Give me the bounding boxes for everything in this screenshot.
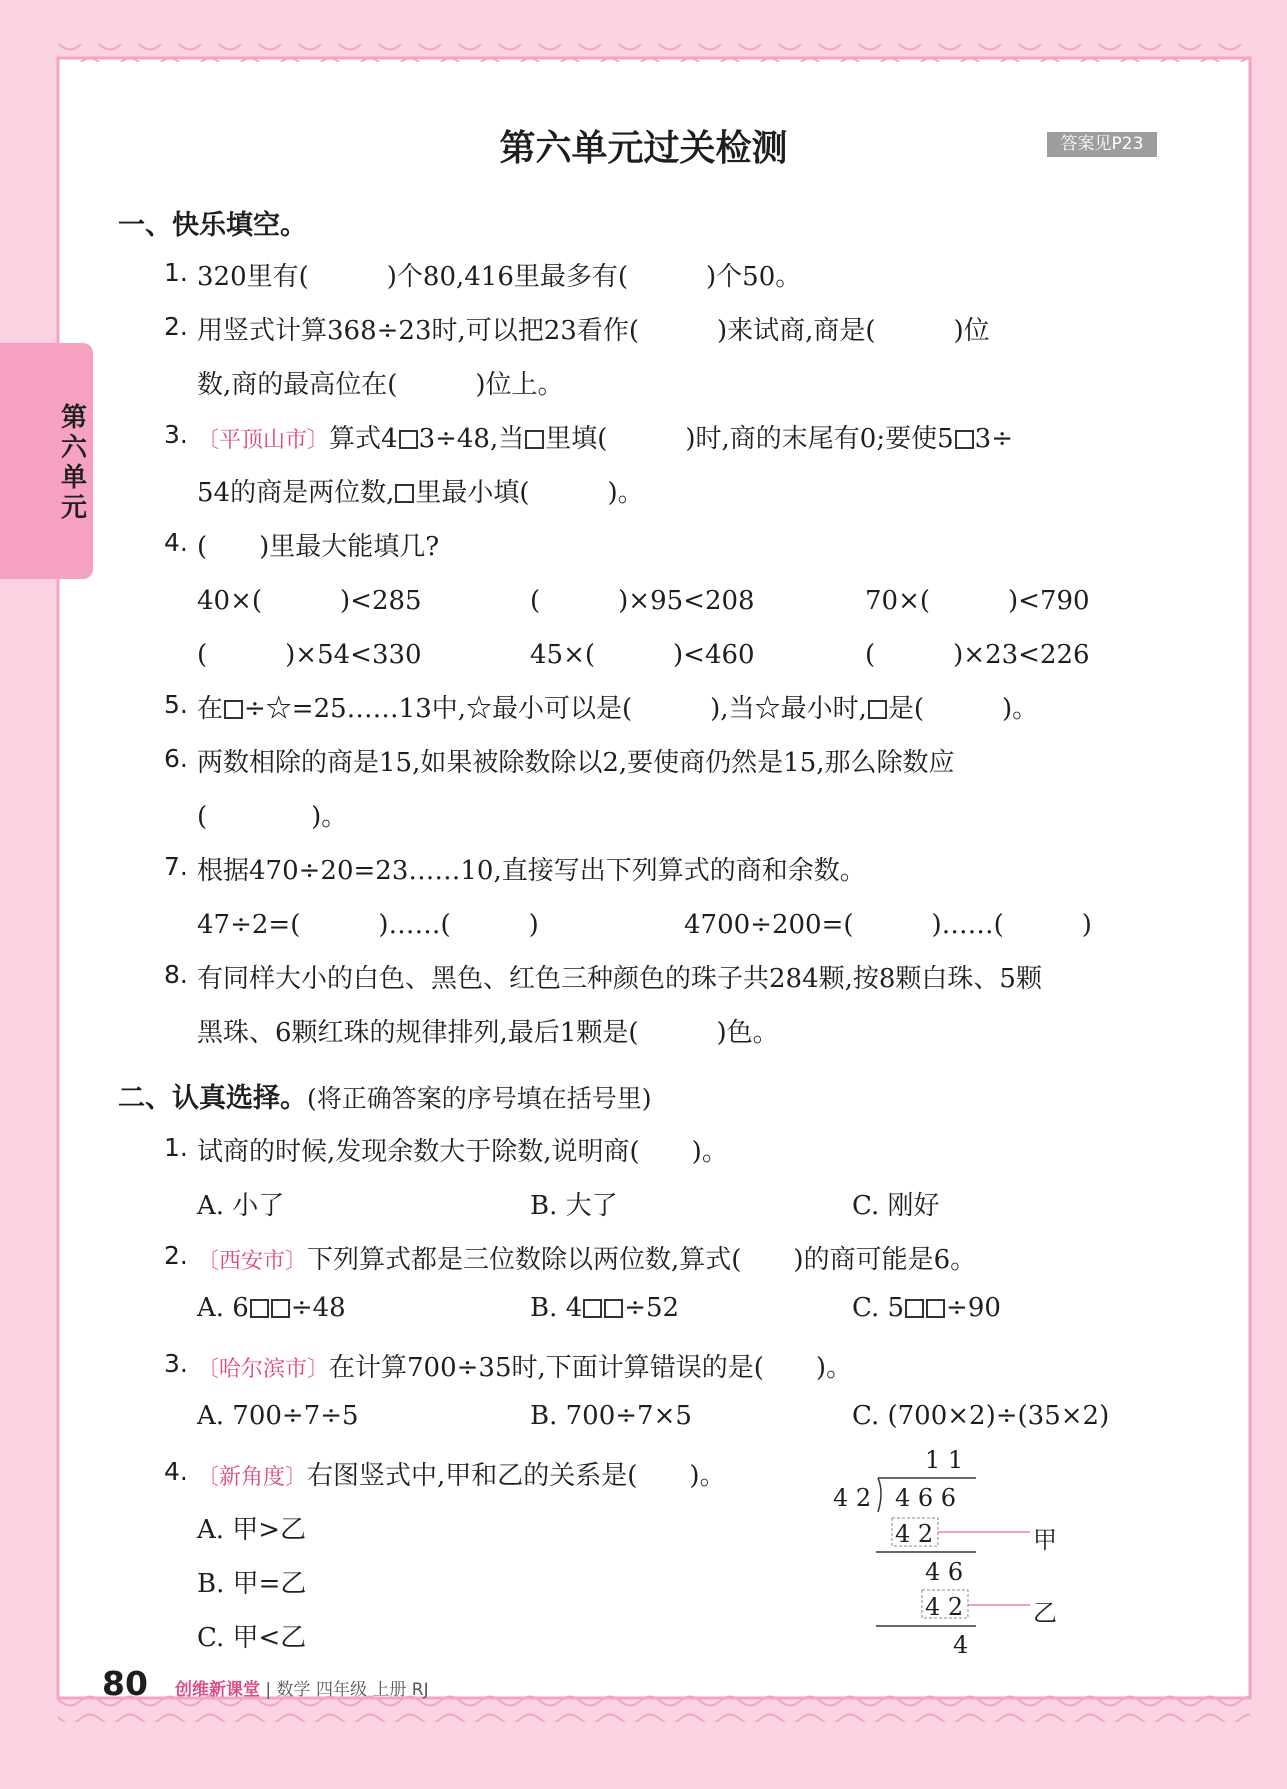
s1-q4-item: ( )×95<208 (530, 586, 755, 616)
side-tab-label: 第六单元 (60, 403, 87, 523)
s1-q1-number: 1. (164, 258, 188, 287)
s2-q1-option-c: C. 刚好 (852, 1191, 940, 1221)
s1-q5-text-c: 是( )。 (887, 694, 1039, 724)
ld-label-yi: 乙 (1033, 1599, 1057, 1627)
s2-q3-text (197, 1347, 852, 1384)
s2-q3-stem: 在计算700÷35时,下面计算错误的是( )。 (329, 1353, 853, 1383)
ld-lines (820, 1470, 1060, 1670)
option-prefix: A. 6 (197, 1293, 249, 1323)
s1-q2-line1: 用竖式计算368÷23时,可以把23看作( )来试商,商是( )位 (197, 316, 990, 346)
s2-q2-option-c (852, 1293, 1001, 1323)
s1-q8-number: 8. (164, 960, 188, 989)
s1-q6-line1: 两数相除的商是15,如果被除数除以2,要使商仍然是15,那么除数应 (197, 748, 955, 778)
ld-step1: 4 2 (895, 1520, 934, 1548)
s1-q4-item: ( )×54<330 (197, 640, 422, 670)
s1-q3-text-b: 3÷48,当 (418, 424, 525, 454)
s2-q4-option-a: A. 甲>乙 (197, 1515, 307, 1545)
s1-q7-text: 根据470÷20=23……10,直接写出下列算式的商和余数。 (197, 856, 866, 886)
option-suffix: ÷52 (624, 1293, 680, 1323)
blank-box (955, 430, 974, 449)
s1-q4-text: ( )里最大能填几? (197, 532, 440, 562)
s1-q3-text-a: 算式4 (329, 424, 398, 454)
s1-q4-number: 4. (164, 528, 188, 557)
s1-q5-number: 5. (164, 690, 188, 719)
s2-q3-number: 3. (164, 1349, 188, 1378)
s2-q4-option-c: C. 甲<乙 (197, 1623, 307, 1653)
s2-q3-option-a: A. 700÷7÷5 (197, 1401, 359, 1431)
s1-q3-region-tag: 〔平顶山市〕 (197, 428, 330, 453)
s1-q2-number: 2. (164, 312, 188, 341)
blank-box (905, 1299, 924, 1318)
s1-q4-item: 70×( )<790 (865, 586, 1090, 616)
s1-q6-number: 6. (164, 744, 188, 773)
brand-name: 创维新课堂 (175, 1680, 260, 1700)
blank-box (395, 484, 414, 503)
blank-box (271, 1299, 290, 1318)
s2-q4-text (197, 1455, 726, 1492)
ld-step3: 4 2 (925, 1593, 964, 1621)
section2-heading-text: 二、认真选择。 (118, 1083, 307, 1114)
page-title: 第六单元过关检测 (499, 128, 788, 169)
s2-q4-option-b: B. 甲=乙 (197, 1569, 307, 1599)
ld-divisor: 4 2 (833, 1484, 872, 1512)
s1-q7-item-a: 47÷2=( )……( ) (197, 910, 539, 940)
s2-q2-option-b (530, 1293, 679, 1323)
s2-q3-option-c: C. (700×2)÷(35×2) (852, 1401, 1110, 1431)
s1-q5-text-a: 在 (197, 694, 224, 724)
s2-q4-region-tag: 〔新角度〕 (197, 1465, 308, 1490)
blank-box (224, 700, 243, 719)
s2-q3-option-b: B. 700÷7×5 (530, 1401, 692, 1431)
s1-q3-text-d: 3÷ (974, 424, 1013, 454)
option-prefix: B. 4 (530, 1293, 583, 1323)
s1-q3-text-f: 里最小填( )。 (415, 478, 644, 508)
s1-q3-line1 (197, 418, 1013, 455)
book-info: 数学 四年级 上册 RJ (276, 1680, 429, 1700)
blank-box (525, 430, 544, 449)
s1-q3-text-c: 里填( )时,商的末尾有0;要使5 (545, 424, 954, 454)
blank-box (604, 1299, 623, 1318)
s2-q2-region-tag: 〔西安市〕 (197, 1249, 308, 1274)
s1-q1-text: 320里有( )个80,416里最多有( )个50。 (197, 262, 802, 292)
s2-q1-text: 试商的时候,发现余数大于除数,说明商( )。 (197, 1137, 728, 1167)
s2-q2-stem: 下列算式都是三位数除以两位数,算式( )的商可能是6。 (307, 1245, 977, 1275)
s2-q1-number: 1. (164, 1133, 188, 1162)
s2-q4-stem: 右图竖式中,甲和乙的关系是( )。 (307, 1461, 726, 1491)
s1-q4-item: 45×( )<460 (530, 640, 755, 670)
s2-q2-number: 2. (164, 1241, 188, 1270)
s1-q5-text (197, 688, 1038, 725)
s1-q3-number: 3. (164, 420, 188, 449)
s2-q1-option-a: A. 小了 (197, 1191, 285, 1221)
answer-reference-badge: 答案见P23 (1047, 132, 1157, 157)
s1-q8-line2: 黑珠、6颗红珠的规律排列,最后1颗是( )色。 (197, 1018, 779, 1048)
blank-box (583, 1299, 602, 1318)
s1-q3-line2 (197, 472, 644, 509)
s1-q2-line2: 数,商的最高位在( )位上。 (197, 370, 564, 400)
s2-q2-option-a (197, 1293, 346, 1323)
s2-q3-region-tag: 〔哈尔滨市〕 (197, 1357, 330, 1382)
page-number: 80 (102, 1664, 148, 1703)
section2-heading (118, 1076, 652, 1115)
s1-q4-item: ( )×23<226 (865, 640, 1090, 670)
s2-q1-option-b: B. 大了 (530, 1191, 618, 1221)
blank-box (250, 1299, 269, 1318)
footer-brand: 创维新课堂 | 数学 四年级 上册 RJ (175, 1680, 429, 1700)
s1-q7-item-b: 4700÷200=( )……( ) (684, 910, 1092, 940)
ld-label-jia: 甲 (1033, 1526, 1057, 1554)
s1-q4-item: 40×( )<285 (197, 586, 422, 616)
ld-remainder: 4 (953, 1631, 969, 1659)
s1-q5-text-b: ÷☆=25……13中,☆最小可以是( ),当☆最小时, (244, 694, 867, 724)
section2-heading-note: (将正确答案的序号填在括号里) (307, 1084, 652, 1113)
s1-q6-line2: ( )。 (197, 802, 348, 832)
option-suffix: ÷48 (290, 1293, 346, 1323)
s2-q2-text (197, 1239, 976, 1276)
s1-q8-line1: 有同样大小的白色、黑色、红色三种颜色的珠子共284颗,按8颗白珠、5颗 (197, 964, 1042, 994)
ld-step2: 4 6 (925, 1558, 964, 1586)
s1-q3-text-e: 54的商是两位数, (197, 478, 395, 508)
s1-q7-number: 7. (164, 852, 188, 881)
option-prefix: C. 5 (852, 1293, 905, 1323)
blank-box (868, 700, 887, 719)
option-suffix: ÷90 (946, 1293, 1001, 1323)
ld-dividend: 4 6 6 (895, 1484, 957, 1512)
blank-box (399, 430, 418, 449)
section1-heading: 一、快乐填空。 (118, 210, 307, 241)
ld-quotient: 1 1 (925, 1446, 964, 1474)
s2-q4-number: 4. (164, 1457, 188, 1486)
blank-box (926, 1299, 945, 1318)
